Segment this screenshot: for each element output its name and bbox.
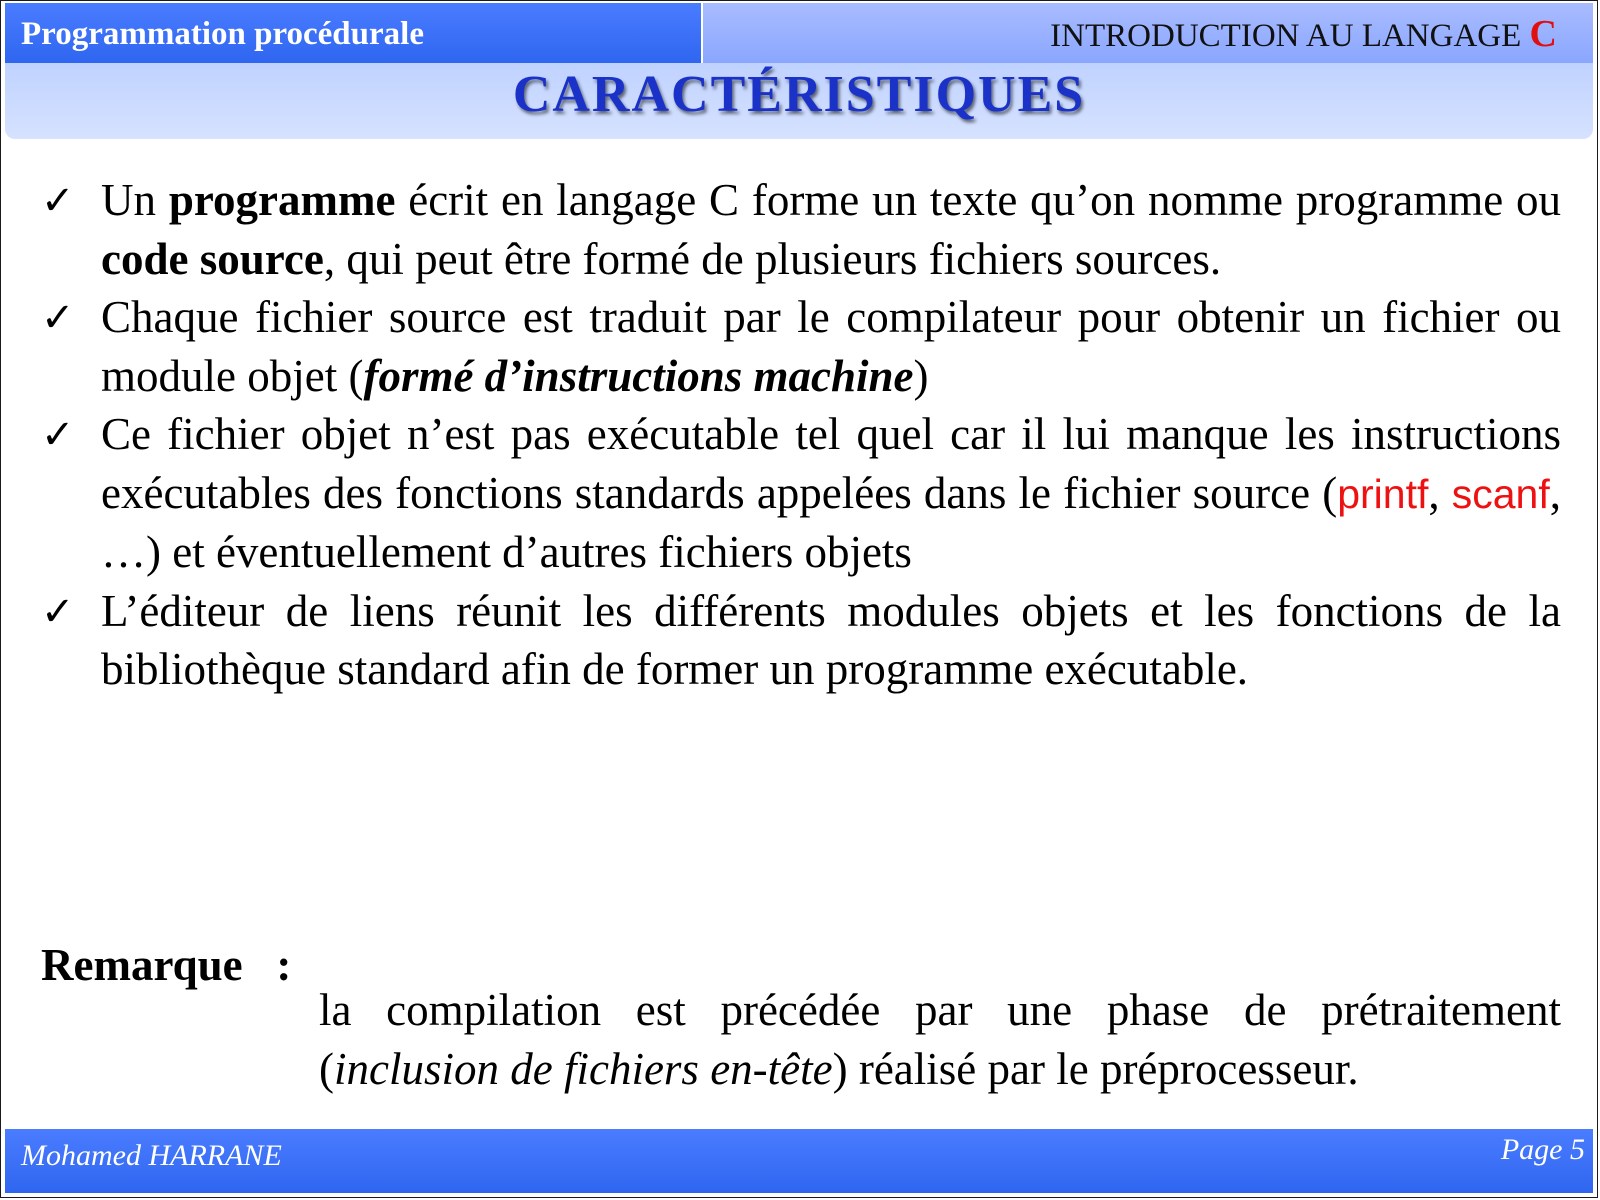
bullet-item bbox=[41, 171, 1561, 288]
bold-term: programme bbox=[168, 175, 396, 225]
italic-term: inclusion de fichiers en-tête bbox=[334, 1043, 833, 1094]
remark-colon: : bbox=[276, 940, 292, 990]
chapter-title-letter: C bbox=[1529, 13, 1557, 55]
chapter-title-text: INTRODUCTION AU LANGAGE bbox=[1050, 18, 1530, 54]
text-span: , qui peut être formé de plusieurs fichiers sources. bbox=[323, 233, 1222, 284]
checkmark-icon: ✓ bbox=[41, 412, 75, 458]
footer bbox=[5, 1129, 1593, 1193]
checkmark-icon: ✓ bbox=[41, 295, 75, 341]
bullet-item bbox=[41, 582, 1561, 699]
text-span: écrit en langage C forme un texte qu’on nomme programme ou bbox=[395, 175, 1561, 225]
footer-author: Mohamed HARRANE bbox=[21, 1139, 282, 1172]
bullet-text bbox=[101, 171, 1561, 288]
page-number: Page 5 bbox=[1500, 1133, 1585, 1166]
bullet-text bbox=[101, 288, 1561, 405]
text-span: , …) et éventuellement d’autres fichiers objets bbox=[101, 467, 1561, 577]
remark-block bbox=[41, 936, 1561, 1143]
remark-label-text: Remarque bbox=[41, 940, 243, 990]
slide-title: CARACTÉRISTIQUES bbox=[512, 66, 1086, 123]
code-function-printf: printf bbox=[1337, 470, 1429, 517]
text-span: Ce fichier objet n’est pas exécutable tel quel car il lui manque les instructions exécutables des fonctions standards appelées dans le fichier source ( bbox=[101, 409, 1561, 518]
text-span: , bbox=[1428, 467, 1452, 518]
title-band bbox=[5, 63, 1593, 139]
text-span: ) réalisé par le préprocesseur. bbox=[832, 1043, 1359, 1094]
text-span: la compilation est précédée par une phase de prétraitement ( bbox=[319, 985, 1561, 1094]
checkmark-icon: ✓ bbox=[41, 588, 75, 635]
bullet-text bbox=[101, 405, 1561, 582]
bullet-list bbox=[41, 171, 1561, 699]
remark-label bbox=[41, 936, 291, 995]
code-function-scanf: scanf bbox=[1451, 470, 1550, 517]
bold-italic-term: formé d’instructions machine bbox=[363, 350, 914, 401]
header-course-title: Programmation procédurale bbox=[5, 3, 701, 63]
bold-term: code source bbox=[101, 233, 324, 284]
remark-text bbox=[319, 981, 1561, 1098]
text-span: ) bbox=[913, 350, 929, 401]
text-span: Chaque fichier source est traduit par le compilateur pour obtenir un fichier ou module objet ( bbox=[101, 292, 1561, 401]
checkmark-icon: ✓ bbox=[41, 178, 75, 224]
header-chapter-title bbox=[703, 3, 1593, 63]
text-span: Un bbox=[101, 175, 169, 225]
bullet-item bbox=[41, 288, 1561, 405]
bullet-item bbox=[41, 405, 1561, 582]
bullet-text: L’éditeur de liens réunit les différents modules objets et les fonctions de la bibliothèque standard afin de former un programme exécutable. bbox=[101, 585, 1561, 694]
